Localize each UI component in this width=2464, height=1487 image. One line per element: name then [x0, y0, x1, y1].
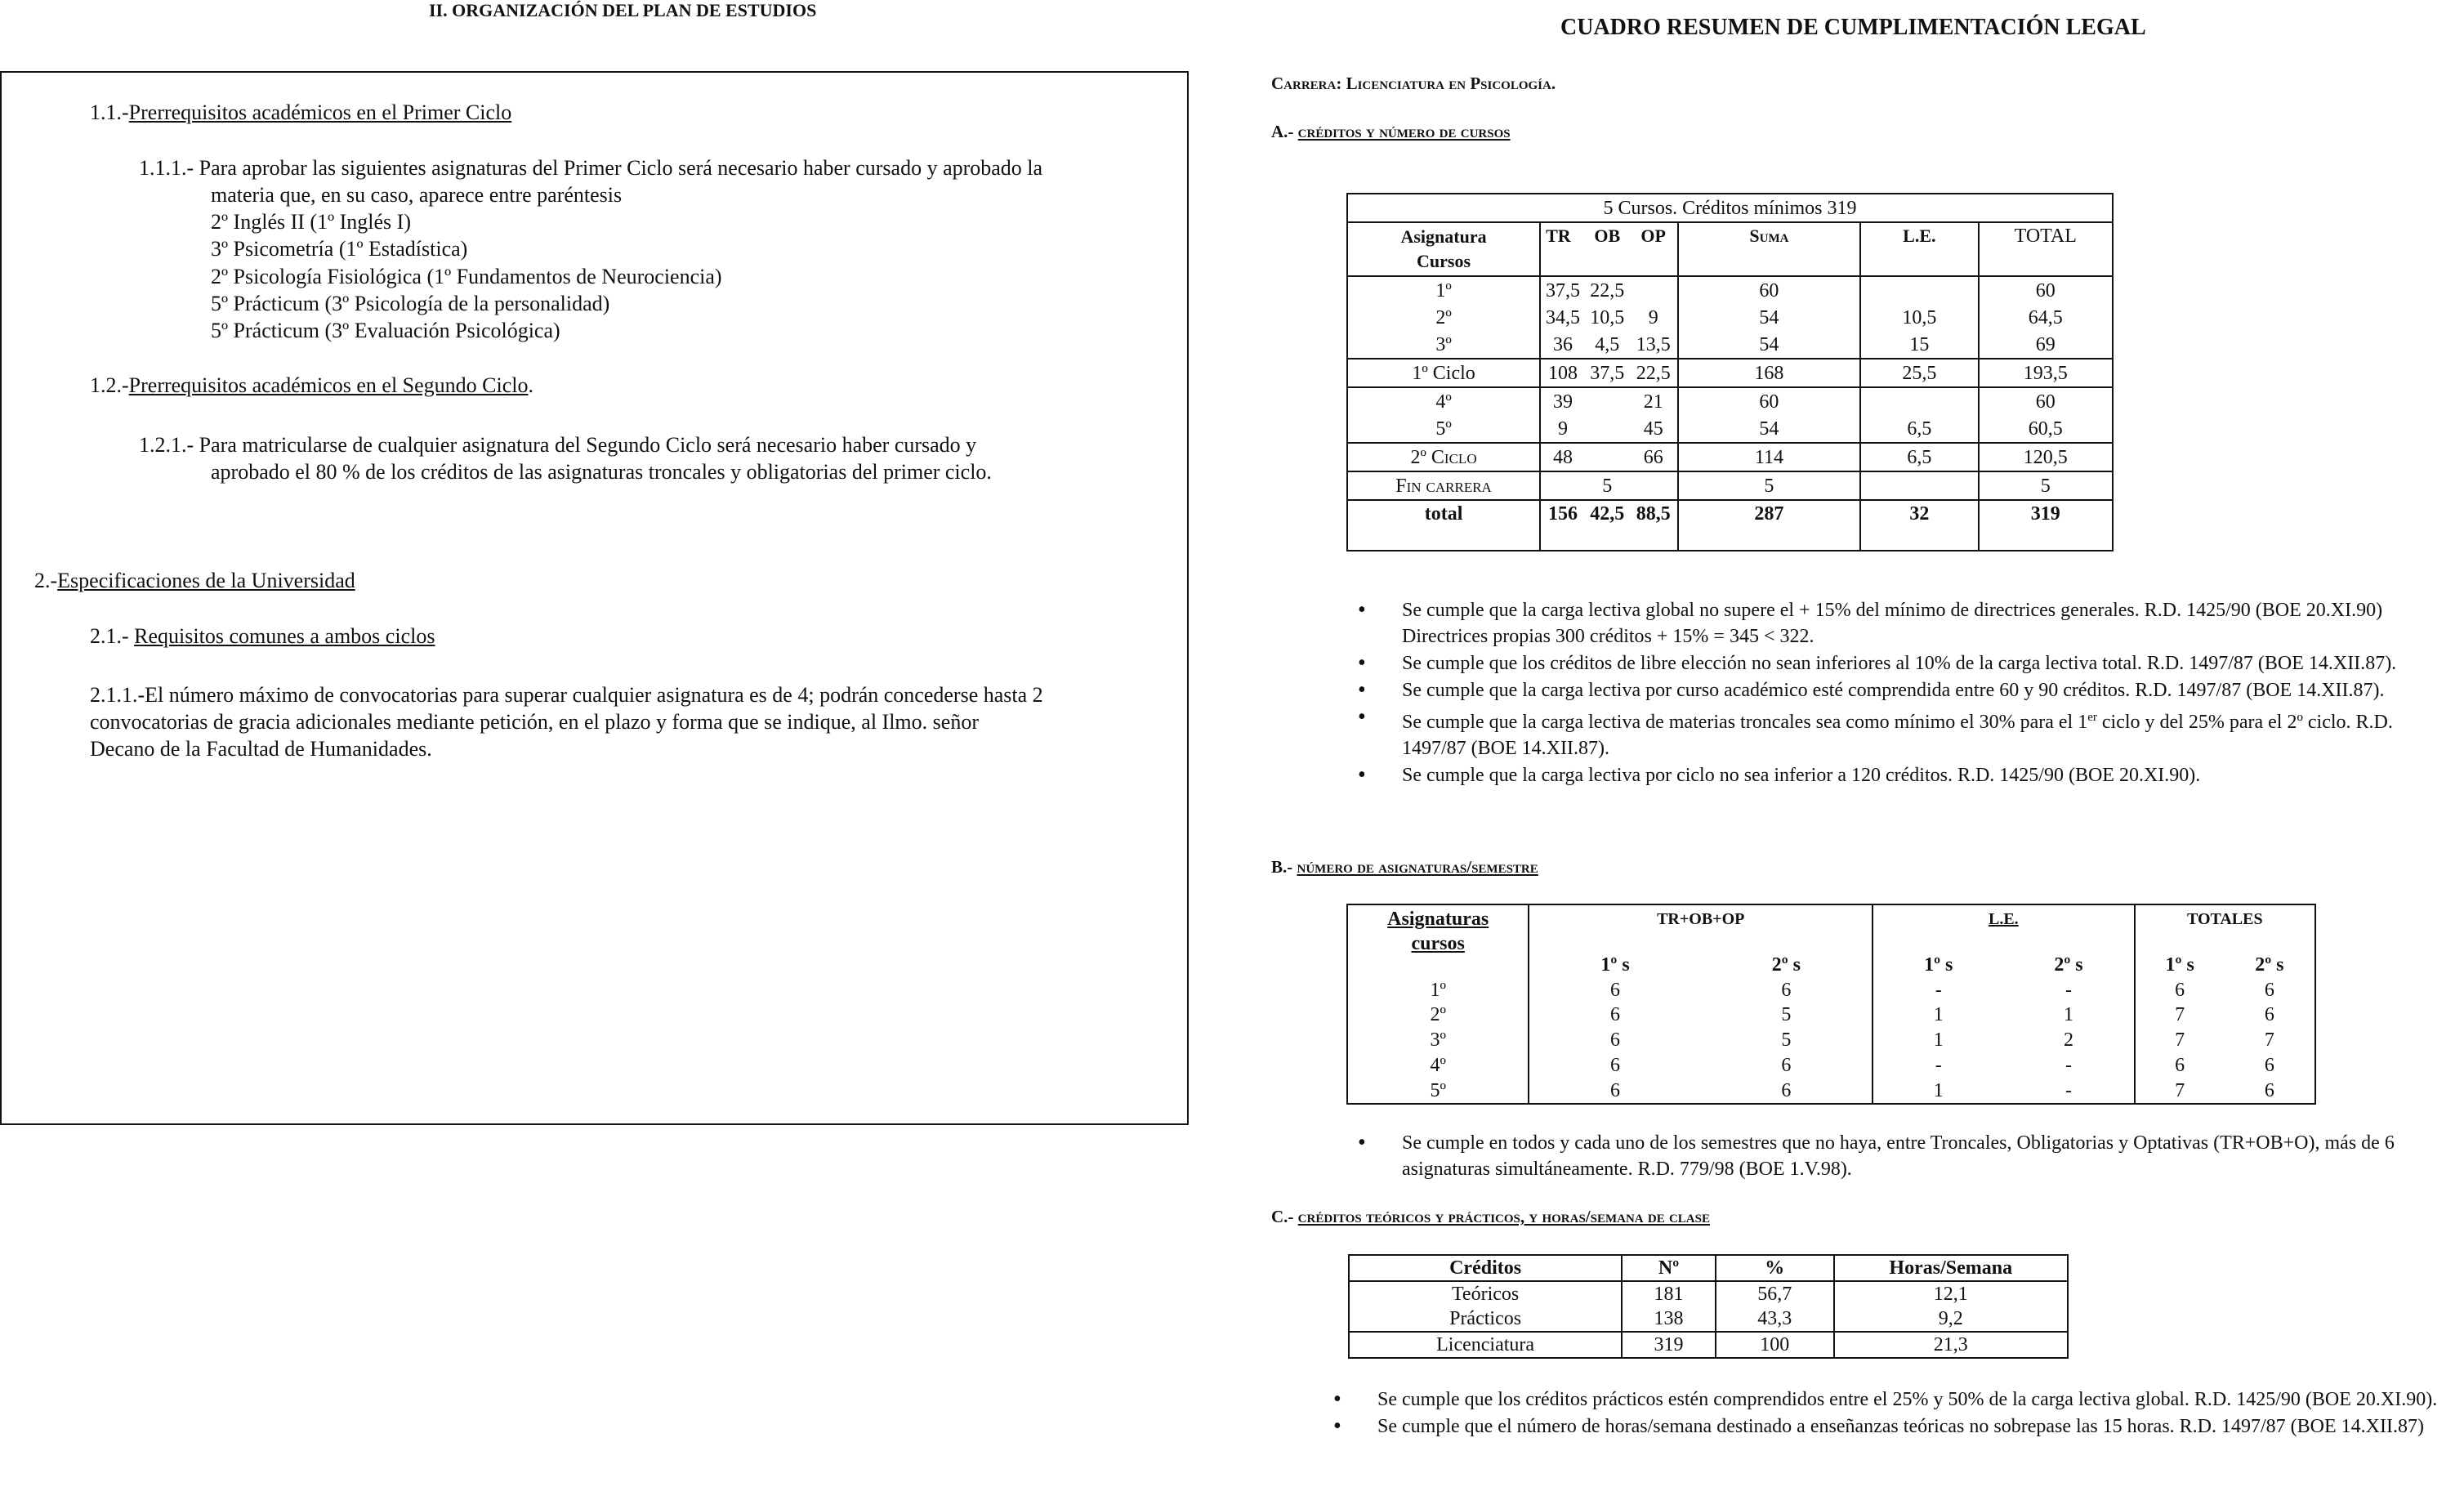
cell: 6 — [2264, 1079, 2274, 1101]
table-row — [1347, 1078, 2315, 1104]
header-tr: TR — [1540, 222, 1585, 276]
cell-le — [1860, 276, 1978, 304]
bullet-item: • Se cumple en todos y cada uno de los semestres que no haya, entre Troncales, Obligatorias y Optativas (TR+OB+O), más de 6 asignaturas simultáneamente. R.D. 779/98 (BOE 1.V.98). — [1348, 1130, 2443, 1182]
cell-suma: 54 — [1678, 415, 1860, 443]
superscript: er — [2087, 711, 2097, 724]
cell: 7 — [2135, 1078, 2225, 1104]
paragraph-text: Para aprobar las siguientes asignaturas del Primer Ciclo será necesario haber cursado y aprobado la — [199, 156, 1043, 180]
creditos-horas-table — [1348, 1254, 2069, 1359]
bullet-text: Se cumple que la carga lectiva de materias troncales sea como mínimo el 30% para el 1 — [1402, 712, 2088, 733]
cell-le — [1860, 471, 1978, 500]
section-title: Prerrequisitos académicos en el Segundo Ciclo — [128, 373, 529, 397]
cell: 100 — [1716, 1332, 1834, 1358]
cell: 5 — [1781, 1029, 1792, 1052]
cell-op: 45 — [1630, 415, 1678, 443]
cell: - — [1873, 977, 2003, 1002]
header-numero: Nº — [1622, 1255, 1716, 1281]
table-caption: 5 Cursos. Créditos mínimos 319 — [1347, 194, 2113, 222]
bullet-item — [1348, 704, 2443, 761]
cell-le: 32 — [1860, 500, 1978, 551]
cell: - — [1873, 1052, 2003, 1078]
cell-total: 60 — [1979, 387, 2113, 415]
cell: 181 — [1622, 1281, 1716, 1306]
cell-le: 10,5 — [1860, 304, 1978, 331]
table-row — [1347, 415, 2113, 443]
section-number: 2.1.- — [90, 624, 129, 648]
cell-total: 5 — [1979, 471, 2113, 500]
section-1-1-1-line2: materia que, en su caso, aparece entre paréntesis — [211, 183, 623, 207]
section-2 — [34, 567, 355, 594]
header-ob: OB — [1585, 222, 1630, 276]
section-title: Requisitos comunes a ambos ciclos — [134, 624, 435, 648]
cell-tr: 108 — [1540, 359, 1585, 387]
cell-total: 319 — [1979, 500, 2113, 551]
section-1-2-1-line2: aprobado el 80 % de los créditos de las asignaturas troncales y obligatorias del primer ciclo. — [211, 460, 992, 484]
cell-ob: 10,5 — [1590, 306, 1625, 328]
cell-tr — [1540, 471, 1585, 500]
cell-op: 9 — [1630, 304, 1678, 331]
cell-le: 15 — [1860, 331, 1978, 359]
cell-le: 25,5 — [1860, 359, 1978, 387]
creditos-cursos-table — [1346, 193, 2114, 551]
cell-tr: 9 — [1540, 415, 1585, 443]
cell-total: 64,5 — [1979, 304, 2113, 331]
section-a-heading — [1271, 121, 1511, 142]
row-label: 3º — [1430, 1029, 1446, 1052]
cell: 1 — [1873, 1078, 2003, 1104]
cell-ob: 37,5 — [1585, 359, 1630, 387]
section-title: Especificaciones de la Universidad — [57, 569, 355, 592]
cell: 6 — [1781, 1054, 1792, 1076]
cell: 138 — [1622, 1306, 1716, 1332]
prerequisite-item: 5º Prácticum (3º Evaluación Psicológica) — [211, 319, 560, 342]
section-letter: A.- — [1271, 122, 1294, 141]
bullet-item: • Se cumple que los créditos prácticos estén comprendidos entre el 25% y 50% de la carga lectiva global. R.D. 1425/90 (BOE 20.XI.90). — [1324, 1387, 2443, 1413]
header-creditos: Créditos — [1349, 1255, 1622, 1281]
cell-ob — [1585, 443, 1630, 471]
row-label: 5º — [1347, 415, 1540, 443]
cell: 7 — [2135, 1028, 2225, 1053]
header-tr-ob-op: TR+OB+OP — [1529, 904, 1873, 932]
section-number: 1.1.1.- — [139, 156, 194, 180]
carrera-value: Licenciatura en Psicología. — [1346, 74, 1556, 93]
header-text: Asignaturas — [1387, 909, 1489, 930]
table-row — [1347, 276, 2113, 304]
plan-organizacion-box — [0, 71, 1189, 1125]
section-1-2-1-line1 — [139, 431, 976, 458]
cell: 1 — [1873, 1002, 2003, 1028]
cell: 6 — [2135, 1052, 2225, 1078]
cell-op: 21 — [1630, 387, 1678, 415]
row-label: 1º — [1347, 276, 1540, 304]
cell-tr: 39 — [1540, 387, 1585, 415]
row-label: Teóricos — [1349, 1281, 1622, 1306]
bullet-text: ciclo y del 25% para el 2º ciclo. R.D. 1497/87 (BOE 14.XII.87). — [1402, 712, 2393, 759]
cell-op: 13,5 — [1630, 331, 1678, 359]
cell: 43,3 — [1716, 1306, 1834, 1332]
cell-tr: 156 — [1540, 500, 1585, 551]
cell-suma: 54 — [1678, 304, 1860, 331]
left-page-heading: II. ORGANIZACIÓN DEL PLAN DE ESTUDIOS — [429, 0, 817, 20]
cell: 6 — [1529, 1028, 1700, 1053]
header-semester-1: 1º s — [1873, 932, 2003, 977]
cell: 7 — [2135, 1002, 2225, 1028]
cell-total: 193,5 — [1979, 359, 2113, 387]
cell-total: 69 — [1979, 331, 2113, 359]
cell-le — [1860, 387, 1978, 415]
punctuation: . — [528, 373, 533, 397]
section-c-heading — [1271, 1206, 1710, 1227]
row-label: 2º — [1347, 304, 1540, 331]
cell-suma: 114 — [1678, 443, 1860, 471]
asignaturas-semestre-table — [1346, 904, 2316, 1105]
cell-ob: 5 — [1585, 471, 1630, 500]
row-label: Prácticos — [1349, 1306, 1622, 1332]
cell-suma: 54 — [1678, 331, 1860, 359]
cell-total: 60,5 — [1979, 415, 2113, 443]
section-b-bullets — [1348, 1130, 2443, 1183]
section-b-heading — [1271, 856, 1538, 877]
cell: 319 — [1622, 1332, 1716, 1358]
row-label: 2º Ciclo — [1347, 443, 1540, 471]
header-semester-2: 2º s — [2054, 953, 2083, 976]
section-2-1-1-line2: convocatorias de gracia adicionales mediante petición, en el plazo y forma que se indique, al Ilmo. señor — [90, 710, 979, 734]
header-le: L.E. — [1873, 904, 2135, 932]
cell-op: 66 — [1630, 443, 1678, 471]
section-letter: C.- — [1271, 1207, 1294, 1226]
header-suma: Suma — [1678, 222, 1860, 276]
cell-suma: 168 — [1678, 359, 1860, 387]
section-1-2 — [90, 372, 533, 399]
header-porcentaje: % — [1716, 1255, 1834, 1281]
cell: 6 — [1529, 1002, 1700, 1028]
section-2-1 — [90, 623, 435, 650]
cell: 6 — [1529, 1078, 1700, 1104]
cell: 6 — [1781, 1079, 1792, 1101]
header-total: TOTAL — [1979, 222, 2113, 276]
prerequisite-item: 3º Psicometría (1º Estadística) — [211, 237, 468, 261]
bullet-item: • Se cumple que la carga lectiva por ciclo no sea inferior a 120 créditos. R.D. 1425/90 (BOE 20.XI.90). — [1348, 762, 2443, 788]
header-totales: TOTALES — [2135, 904, 2315, 932]
table-row-total — [1347, 500, 2113, 551]
header-text: Cursos — [1417, 251, 1471, 271]
row-label: total — [1347, 500, 1540, 551]
section-number: 1.2.- — [90, 373, 129, 397]
cell: 6 — [2264, 979, 2274, 1001]
section-2-1-1-line1: 2.1.1.-El número máximo de convocatorias para superar cualquier asignatura es de 4; podrán concederse hasta 2 — [90, 683, 1043, 707]
cell: 12,1 — [1834, 1281, 2069, 1306]
section-a-bullets — [1348, 597, 2443, 789]
cell: 7 — [2264, 1029, 2274, 1052]
table-row — [1347, 977, 2315, 1002]
row-label: 1º Ciclo — [1347, 359, 1540, 387]
cell-op: 88,5 — [1630, 500, 1678, 551]
table-row — [1347, 331, 2113, 359]
right-page-heading: CUADRO RESUMEN DE CUMPLIMENTACIÓN LEGAL — [1560, 15, 2146, 40]
table-row — [1347, 304, 2113, 331]
bullet-item: • Se cumple que el número de horas/semana destinado a enseñanzas teóricas no sobrepase las 15 horas. R.D. 1497/87 (BOE 14.XII.87) — [1324, 1413, 2443, 1440]
row-label: 5º — [1430, 1079, 1446, 1101]
table-row — [1347, 1052, 2315, 1078]
cell-suma: 60 — [1678, 387, 1860, 415]
section-c-bullets — [1324, 1387, 2443, 1440]
row-label: Licenciatura — [1349, 1332, 1622, 1358]
cell-suma: 287 — [1678, 500, 1860, 551]
cell: 9,2 — [1834, 1306, 2069, 1332]
cell-ob — [1585, 387, 1630, 415]
table-row-subtotal — [1347, 359, 2113, 387]
table-row — [1349, 1281, 2068, 1306]
cell-op: 22,5 — [1630, 359, 1678, 387]
section-number: 1.2.1.- — [139, 433, 194, 457]
cell-total: 60 — [1979, 276, 2113, 304]
cell: 6 — [1529, 1052, 1700, 1078]
header-semester-2: 2º s — [1771, 953, 1801, 976]
header-asignaturas — [1347, 904, 1529, 977]
prerequisite-item: 2º Psicología Fisiológica (1º Fundamentos de Neurociencia) — [211, 265, 722, 288]
section-title: créditos y número de cursos — [1297, 122, 1511, 141]
header-le: L.E. — [1860, 222, 1978, 276]
prerequisite-item: 5º Prácticum (3º Psicología de la personalidad) — [211, 292, 610, 315]
cell: 2 — [2063, 1029, 2073, 1052]
cell: 6 — [2264, 1054, 2274, 1076]
section-letter: B.- — [1271, 857, 1293, 877]
header-text: Asignatura — [1400, 226, 1487, 247]
bullet-item: • Se cumple que la carga lectiva global no supere el + 15% del mínimo de directrices generales. R.D. 1425/90 (BOE 20.XI.90) Directrices propias 300 créditos + 15% = 345 < 322. — [1348, 597, 2443, 650]
header-semester-1: 1º s — [2135, 932, 2225, 977]
bullet-item: • Se cumple que la carga lectiva por curso académico esté comprendida entre 60 y 90 créditos. R.D. 1497/87 (BOE 14.XII.87). — [1348, 677, 2443, 703]
cell-le: 6,5 — [1860, 415, 1978, 443]
carrera-label: Carrera: — [1271, 74, 1342, 93]
row-label: 4º — [1430, 1054, 1446, 1076]
cell-ob: 4,5 — [1595, 333, 1620, 355]
cell-ob: 42,5 — [1585, 500, 1630, 551]
cell: - — [2064, 979, 2072, 1001]
row-label: 1º — [1430, 979, 1446, 1001]
paragraph-text: Para matricularse de cualquier asignatura del Segundo Ciclo será necesario haber cursado y — [199, 433, 977, 457]
table-row — [1347, 1002, 2315, 1028]
table-row — [1349, 1306, 2068, 1332]
section-1-1 — [90, 99, 511, 126]
cell: 6 — [1781, 979, 1792, 1001]
bullet-item: • Se cumple que los créditos de libre elección no sean inferiores al 10% de la carga lectiva total. R.D. 1497/87 (BOE 14.XII.87). — [1348, 650, 2443, 677]
header-horas-semana: Horas/Semana — [1834, 1255, 2069, 1281]
cell-suma: 5 — [1678, 471, 1860, 500]
cell-tr: 36 — [1540, 331, 1585, 359]
cell-op — [1630, 276, 1678, 304]
cell: 6 — [2264, 1004, 2274, 1026]
section-title: Prerrequisitos académicos en el Primer Ciclo — [128, 100, 512, 124]
header-text: cursos — [1411, 933, 1465, 954]
cell-ob — [1585, 415, 1630, 443]
header-op: OP — [1630, 222, 1678, 276]
prerequisite-item: 2º Inglés II (1º Inglés I) — [211, 210, 411, 234]
section-number: 1.1.- — [90, 100, 129, 124]
cell-ob: 22,5 — [1585, 276, 1630, 304]
header-asignatura — [1347, 222, 1540, 276]
cell: 6 — [2135, 977, 2225, 1002]
cell: 1 — [1873, 1028, 2003, 1053]
section-title: créditos teóricos y prácticos, y horas/semana de clase — [1297, 1207, 1710, 1226]
section-number: 2.- — [34, 569, 58, 592]
cell: - — [2064, 1054, 2072, 1076]
table-row — [1347, 471, 2113, 500]
cell: 1 — [2063, 1004, 2073, 1026]
row-label: Fin carrera — [1347, 471, 1540, 500]
cell-tr: 34,5 — [1540, 304, 1585, 331]
header-semester-1: 1º s — [1529, 932, 1700, 977]
carrera-line — [1271, 73, 1556, 94]
section-title: número de asignaturas/semestre — [1297, 857, 1538, 877]
row-label: 2º — [1430, 1004, 1446, 1026]
cell: 56,7 — [1716, 1281, 1834, 1306]
row-label: 3º — [1347, 331, 1540, 359]
cell-tr: 37,5 — [1540, 276, 1585, 304]
cell: 5 — [1781, 1004, 1792, 1026]
cell-total: 120,5 — [1979, 443, 2113, 471]
cell: 21,3 — [1834, 1332, 2069, 1358]
cell-suma: 60 — [1678, 276, 1860, 304]
table-row — [1347, 1028, 2315, 1053]
section-2-1-1-line3: Decano de la Facultad de Humanidades. — [90, 737, 432, 761]
cell-le: 6,5 — [1860, 443, 1978, 471]
row-label: 4º — [1347, 387, 1540, 415]
header-semester-2: 2º s — [2255, 953, 2284, 976]
section-1-1-1-line1 — [139, 154, 1042, 181]
table-row-subtotal — [1347, 443, 2113, 471]
table-row — [1347, 387, 2113, 415]
cell: 6 — [1529, 977, 1700, 1002]
table-row — [1349, 1332, 2068, 1358]
cell: - — [2064, 1079, 2072, 1101]
cell-op — [1630, 471, 1678, 500]
cell-tr: 48 — [1540, 443, 1585, 471]
